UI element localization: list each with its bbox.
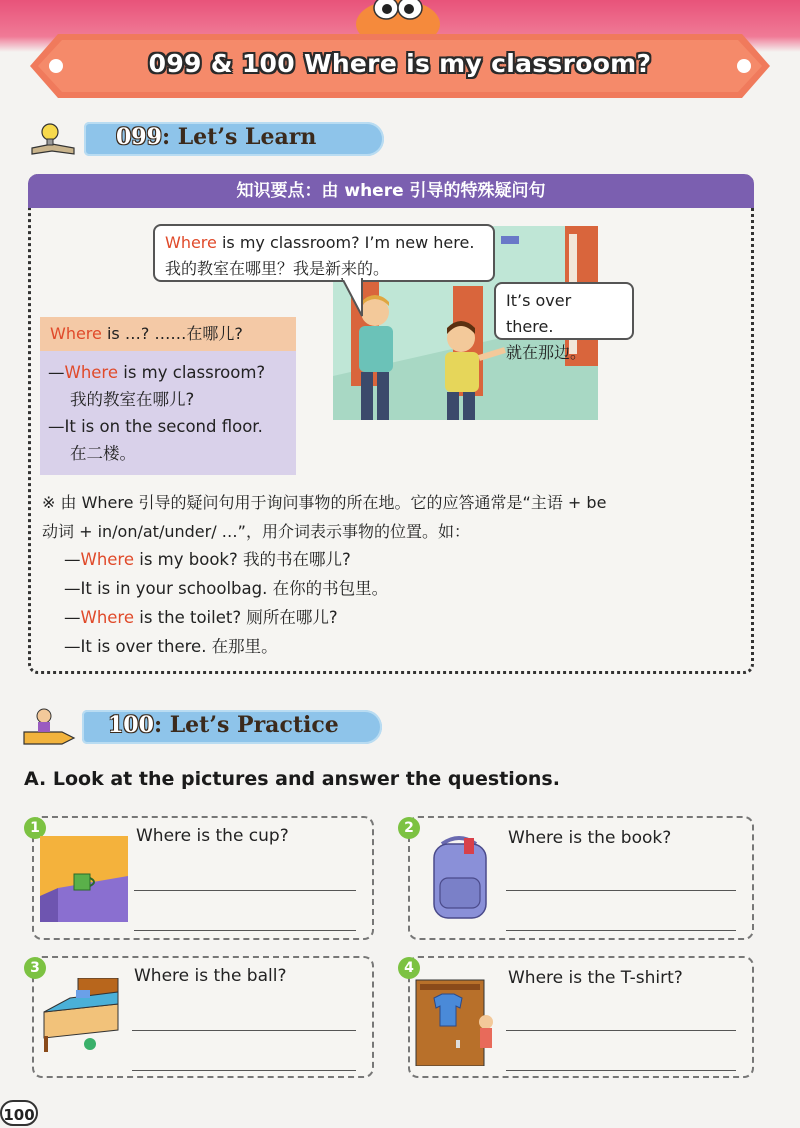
bubble-where-word: Where <box>165 233 217 252</box>
note-line-1: ※ 由 Where 引导的疑问句用于询问事物的所在地。它的应答通常是“主语 + be <box>42 493 607 512</box>
bubble-answer-en: It’s over there. <box>506 291 572 336</box>
example-dash: — <box>64 608 81 627</box>
bubble-tail <box>336 278 376 318</box>
pattern-heading <box>40 317 296 351</box>
learn-section-label: : Let’s Learn <box>161 124 317 150</box>
example-where: Where <box>80 608 134 627</box>
question-number-3: 3 <box>24 957 46 979</box>
pattern-question-dash: — <box>48 363 65 382</box>
example-item <box>64 632 744 661</box>
answer-line[interactable] <box>134 890 356 891</box>
question-number-4: 4 <box>398 957 420 979</box>
practice-section-label: : Let’s Practice <box>153 712 339 738</box>
ball-under-bed-image <box>40 978 122 1054</box>
answer-line[interactable] <box>506 890 736 891</box>
example-rest: —It is over there. 在那里。 <box>64 637 278 656</box>
example-item <box>64 545 744 574</box>
question-text-3: Where is the ball? <box>134 966 287 986</box>
grammar-note <box>42 488 748 546</box>
schoolbag-image <box>424 834 494 922</box>
page-title: 099 & 100 Where is my classroom? <box>148 49 652 78</box>
bubble-question-en <box>165 230 483 256</box>
example-dash: — <box>64 550 81 569</box>
example-list <box>64 545 744 661</box>
bubble-question-zh: 我的教室在哪里？我是新来的。 <box>165 259 390 278</box>
pencil-kid-icon <box>22 702 78 748</box>
question-text-1: Where is the cup? <box>136 826 289 846</box>
pattern-question-zh: 我的教室在哪儿? <box>70 390 195 409</box>
practice-instruction: A. Look at the pictures and answer the questions. <box>24 768 560 790</box>
bubble-question-en-rest: is my classroom? I’m new here. <box>216 233 475 252</box>
pattern-question-rest: is my classroom? <box>118 363 266 382</box>
pattern-answer-zh: 在二楼。 <box>70 444 136 463</box>
pattern-question-where: Where <box>64 363 118 382</box>
pattern-heading-rest: is …? ……在哪儿? <box>101 324 243 343</box>
learn-section-title <box>116 124 316 150</box>
learn-section-number: 099 <box>116 124 162 150</box>
practice-section-number: 100 <box>108 712 154 738</box>
book-lamp-icon <box>28 118 78 158</box>
question-text-4: Where is the T-shirt? <box>508 968 683 988</box>
example-rest: is the toilet? 厕所在哪儿? <box>134 608 338 627</box>
answer-line[interactable] <box>132 1070 356 1071</box>
tshirt-on-door-image <box>414 978 494 1066</box>
knowledge-box-heading: 知识要点：由 where 引导的特殊疑问句 <box>28 174 754 208</box>
question-number-2: 2 <box>398 817 420 839</box>
pattern-question-en <box>48 359 293 386</box>
answer-line[interactable] <box>506 1070 736 1071</box>
answer-line[interactable] <box>506 1030 736 1031</box>
note-line-2: 动词 + in/on/at/under/ …”，用介词表示事物的位置。如： <box>42 522 470 541</box>
example-where: Where <box>80 550 134 569</box>
answer-line[interactable] <box>506 930 736 931</box>
practice-section-title <box>108 712 339 738</box>
answer-line[interactable] <box>134 930 356 931</box>
pattern-where-word: Where <box>50 324 102 343</box>
speech-bubble-answer <box>494 282 634 362</box>
example-item <box>64 603 744 632</box>
example-item <box>64 574 744 603</box>
answer-line[interactable] <box>132 1030 356 1031</box>
page-number: 100 <box>0 1100 38 1126</box>
pattern-answer-en: —It is on the second floor. <box>48 417 263 436</box>
question-text-2: Where is the book? <box>508 828 672 848</box>
bubble-answer-zh: 就在那边。 <box>506 343 587 362</box>
speech-bubble-question <box>153 224 495 282</box>
question-number-1: 1 <box>24 817 46 839</box>
pattern-dialogue <box>48 359 293 467</box>
example-rest: is my book? 我的书在哪儿? <box>134 550 351 569</box>
example-rest: —It is in your schoolbag. 在你的书包里。 <box>64 579 389 598</box>
cup-on-table-image <box>40 836 128 922</box>
